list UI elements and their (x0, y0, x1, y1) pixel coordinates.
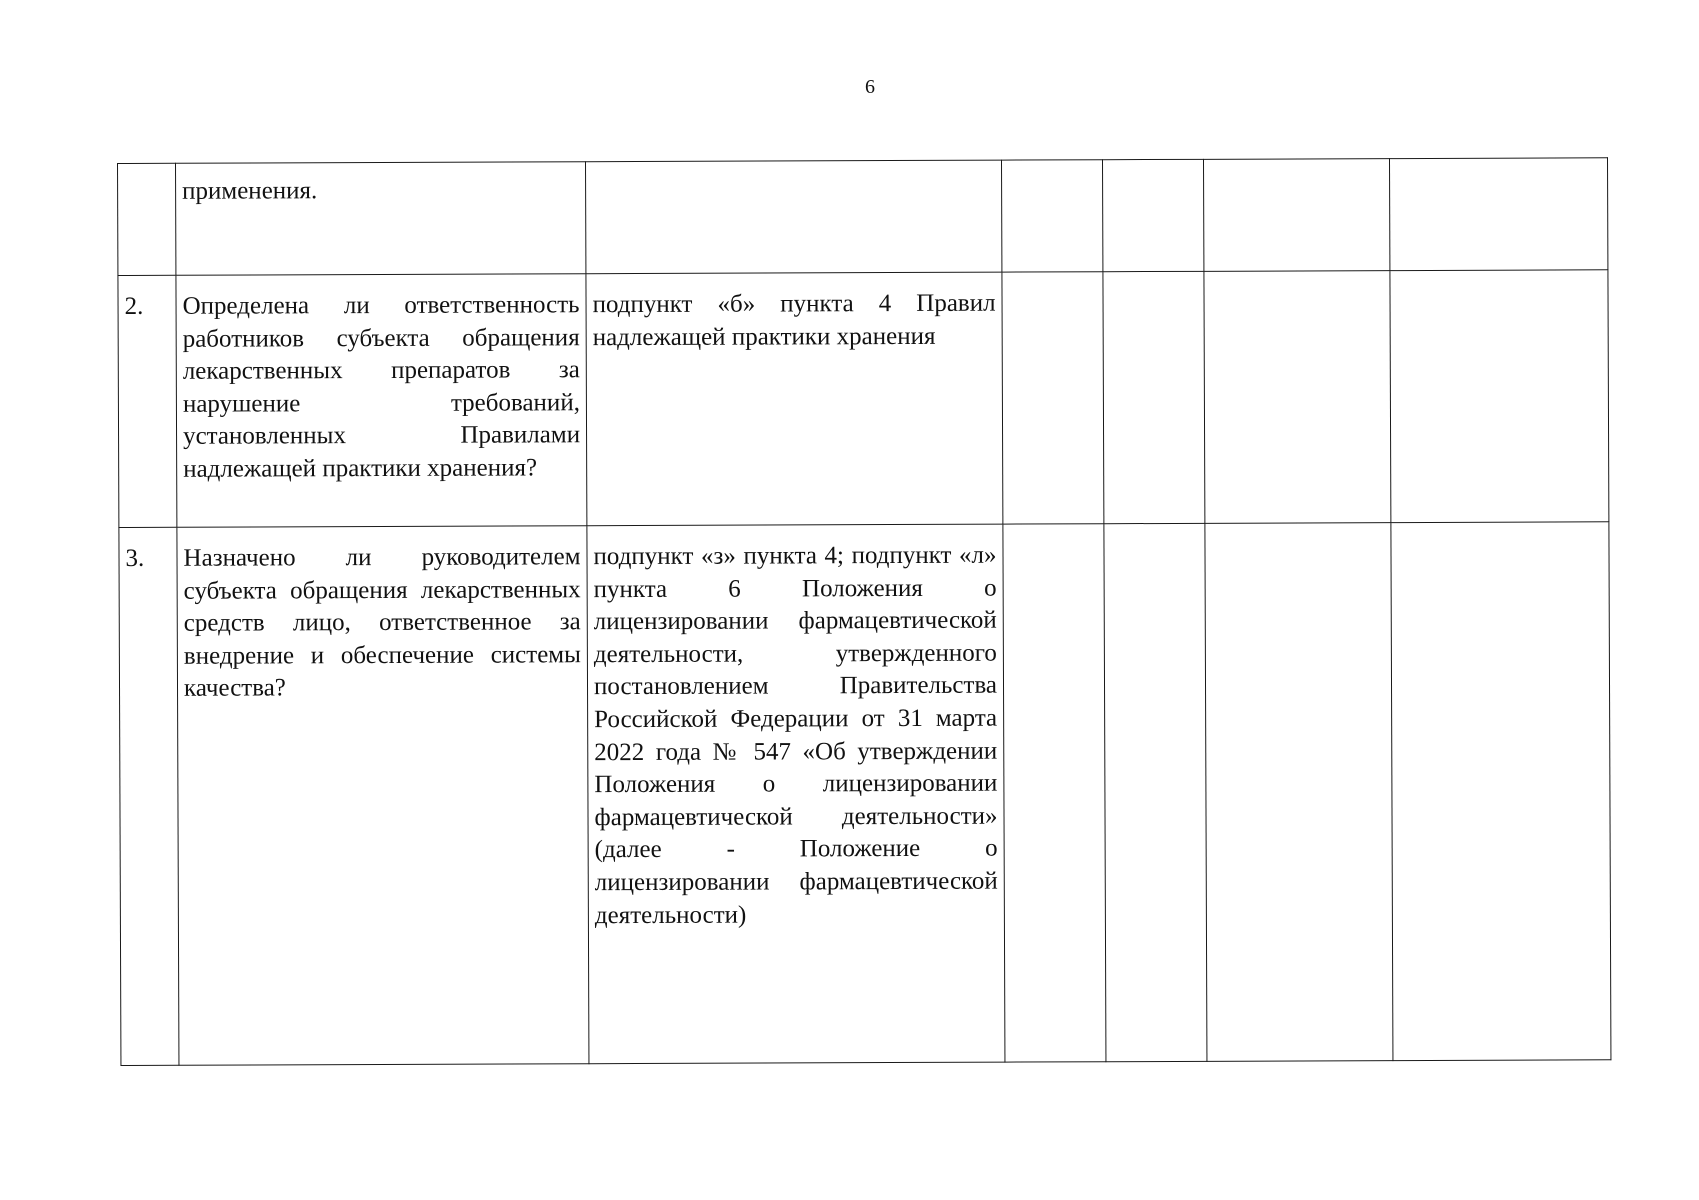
notes-cell (1389, 158, 1607, 271)
legal-basis-cell: подпункт «з» пункта 4; подпункт «л» пункта 6 Положения о лицензировании фармацевтической деятельности, утвержденного постановлением Правительства Российской Федерации от 31 марта 2022 года № 547 «Об утверждении Положения о лицензировании фармацевтической деятельности» (далее - Положение о лицензировании фармацевтической деятельности) (587, 524, 1005, 1064)
legal-basis-cell: подпункт «б» пункта 4 Правил надлежащей практики хранения (586, 272, 1003, 526)
legal-basis-cell (585, 160, 1001, 274)
row-number-cell (118, 163, 176, 275)
not-applicable-cell (1203, 159, 1389, 272)
answer-no-cell (1102, 159, 1203, 271)
question-cell: Определена ли ответственность работников субъекта обращения лекарственных препаратов за нарушение требований, установленных Правилами надлежащей практики хранения? (176, 274, 587, 528)
question-cell: Назначено ли руководителем субъекта обращения лекарственных средств лицо, ответственное за внедрение и обеспечение системы качества? (177, 526, 589, 1066)
not-applicable-cell (1205, 523, 1393, 1062)
answer-yes-cell (1001, 160, 1102, 272)
table-row (118, 270, 1609, 528)
answer-yes-cell (1002, 272, 1104, 524)
row-number-cell: 2. (118, 275, 177, 527)
answer-yes-cell (1003, 524, 1106, 1062)
checklist-table (117, 157, 1611, 1066)
question-cell: применения. (176, 162, 586, 276)
notes-cell (1390, 270, 1609, 523)
table-row (119, 522, 1611, 1066)
row-number-cell: 3. (119, 527, 179, 1065)
answer-no-cell (1104, 523, 1207, 1061)
answer-no-cell (1103, 271, 1205, 523)
not-applicable-cell (1204, 271, 1391, 524)
table-row (118, 158, 1608, 276)
notes-cell (1391, 522, 1611, 1061)
page-number: 6 (865, 76, 875, 98)
